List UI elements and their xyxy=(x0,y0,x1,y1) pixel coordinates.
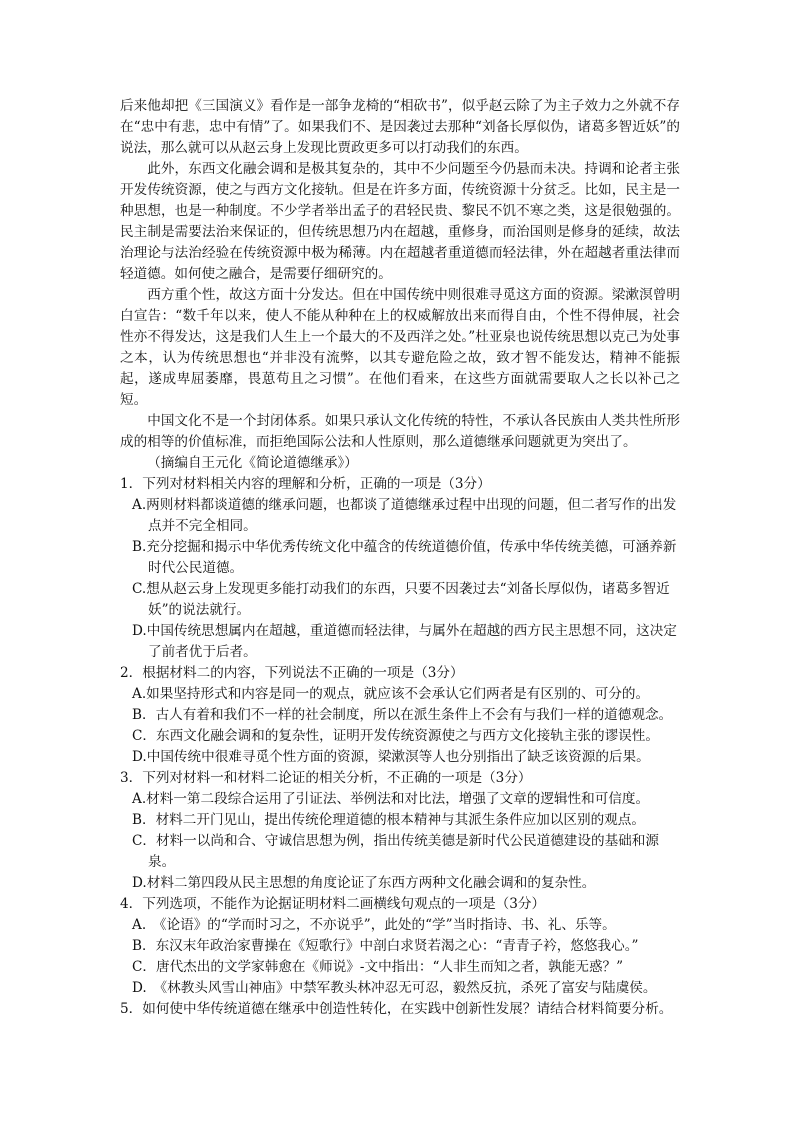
option-a: A.两则材料都谈道德的继承问题，也都谈了道德继承过程中出现的问题，但二者写作的出发点并不完全相同。 xyxy=(132,497,677,534)
question-stem: 3．下列对材料一和材料二论证的相关分析，不正确的一项是（3分） xyxy=(120,770,532,786)
question-stem: 2．根据材料二的内容，下列说法不正确的一项是（3分） xyxy=(120,665,464,681)
option-d: D. 《林教头风雪山神庙》中禁军教头林冲忍无可忍，毅然反抗，杀死了富安与陆虞侯。 xyxy=(132,980,657,996)
option-b: B.充分挖掘和揭示中华优秀传统文化中蕴含的传统道德价值，传承中华传统美德，可涵养新时代公民道德。 xyxy=(132,539,677,576)
question-1 xyxy=(120,474,680,663)
question-4 xyxy=(120,894,680,999)
option-d: D.中国传统思想属内在超越，重道德而轻法律，与属外在超越的西方民主思想不同，这决定了前者优于后者。 xyxy=(132,623,677,660)
option-b: B．古人有着和我们不一样的社会制度，所以在派生条件上不会有与我们一样的道德观念。 xyxy=(132,707,673,723)
option-a: A.材料一第二段综合运用了引证法、举例法和对比法，增强了文章的逻辑性和可信度。 xyxy=(132,791,650,807)
question-3 xyxy=(120,768,680,894)
option-c: C．唐代杰出的文学家韩愈在《师说》-文中指出：“人非生而知之者，孰能无惑？” xyxy=(132,959,624,975)
passage-paragraph: 此外，东西文化融会调和是极其复杂的，其中不少问题至今仍悬而未决。持调和论者主张开发传统资源，使之与西方文化接轨。但是在许多方面，传统资源十分贫乏。比如，民主是一种思想，也是一种制度。不少学者举出孟子的君轻民贵、黎民不饥不寒之类，这是很勉强的。民主制是需要法治来保证的，但传统思想乃内在超越，重修身，而治国则是修身的延续，故法治理论与法治经验在传统资源中极为稀薄。内在超越者重道德而轻法律，外在超越者重法律而轻道德。如何使之融合，是需要仔细研究的。 xyxy=(120,161,680,282)
question-2 xyxy=(120,663,680,768)
passage-paragraph: 中国文化不是一个封闭体系。如果只承认文化传统的特性，不承认各民族由人类共性所形成的相等的价值标准，而拒绝国际公法和人性原则，那么道德继承问题就更为突出了。 xyxy=(120,413,680,450)
question-stem: 1．下列对材料相关内容的理解和分析，正确的一项是（3分） xyxy=(120,476,491,492)
passage xyxy=(120,96,680,474)
document-page xyxy=(120,96,680,1020)
question-5 xyxy=(120,999,680,1020)
option-a: A.如果坚持形式和内容是同一的观点，就应该不会承认它们两者是有区别的、可分的。 xyxy=(132,686,650,702)
passage-paragraph: 西方重个性，故这方面十分发达。但在中国传统中则很难寻觅这方面的资源。梁漱溟曾明白宣告：“数千年以来，使人不能从种种在上的权威解放出来而得自由，个性不得伸展，社会性亦不得发达，这是我们人生上一个最大的不及西洋之处。”杜亚泉也说传统思想以克己为处事之本，认为传统思想也“并非没有流弊，以其专避危险之故，致才智不能发达，精神不能振起，遂成卑屈萎靡，畏葸苟且之习惯”。在他们看来，在这些方面就需要取人之长以补己之短。 xyxy=(120,287,680,408)
passage-paragraph: 后来他却把《三国演义》看作是一部争龙椅的“相砍书”，似乎赵云除了为主子效力之外就不存在“忠中有悲，忠中有情”了。如果我们不、是因袭过去那种“刘备长厚似伪，诸葛多智近妖”的说法，那么就可以从赵云身上发现比贾政更多可以打动我们的东西。 xyxy=(120,98,680,156)
option-a: A. 《论语》的“学而时习之，不亦说乎”，此处的“学”当时指诗、书、礼、乐等。 xyxy=(132,917,616,933)
question-stem: 5．如何使中华传统道德在继承中创造性转化，在实践中创新性发展？请结合材料简要分析。 xyxy=(120,1001,673,1017)
option-c: C.想从赵云身上发现更多能打动我们的东西，只要不因袭过去“刘备长厚似伪，诸葛多智近妖”的说法就行。 xyxy=(132,581,670,618)
option-d: D.材料二第四段从民主思想的角度论证了东西方两种文化融会调和的复杂性。 xyxy=(132,875,596,891)
option-b: B．东汉末年政治家曹操在《短歌行》中剖白求贤若渴之心：“青青子衿，悠悠我心。” xyxy=(132,938,639,954)
passage-source: （摘编自王元化《简论道德继承》） xyxy=(147,455,358,471)
question-stem: 4．下列选项，不能作为论据证明材料二画横线句观点的一项是（3分） xyxy=(120,896,546,912)
option-b: B．材料二开门见山，提出传统伦理道德的根本精神与其派生条件应加以区别的观点。 xyxy=(132,812,645,828)
option-c: C．东西文化融会调和的复杂性，证明开发传统资源使之与西方文化接轨主张的谬误性。 xyxy=(132,728,659,744)
option-d: D.中国传统中很难寻觅个性方面的资源，梁漱溟等人也分别指出了缺乏该资源的后果。 xyxy=(132,749,650,765)
option-c: C．材料一以尚和合、守诚信思想为例，指出传统美德是新时代公民道德建设的基础和源泉。 xyxy=(132,833,659,870)
